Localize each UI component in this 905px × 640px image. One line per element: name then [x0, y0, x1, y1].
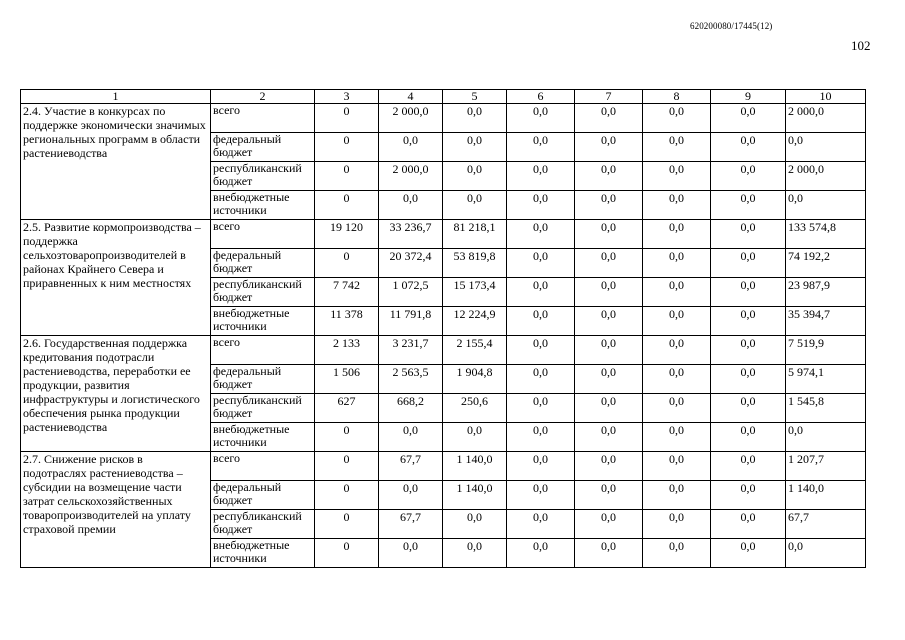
value-cell: 67,7 — [379, 452, 443, 481]
page-number: 102 — [851, 38, 871, 53]
value-cell: 0,0 — [711, 394, 786, 423]
value-cell: 0,0 — [575, 307, 643, 336]
value-cell: 0,0 — [507, 191, 575, 220]
value-cell: 0,0 — [507, 278, 575, 307]
value-cell: 11 791,8 — [379, 307, 443, 336]
value-cell: 1 140,0 — [786, 481, 866, 510]
value-cell: 0,0 — [786, 539, 866, 568]
value-cell: 0,0 — [643, 336, 711, 365]
funding-source: федеральный бюджет — [211, 365, 315, 394]
value-cell: 0 — [315, 191, 379, 220]
value-cell: 0,0 — [507, 162, 575, 191]
value-cell: 0,0 — [379, 539, 443, 568]
value-cell: 0,0 — [507, 423, 575, 452]
value-cell: 53 819,8 — [443, 249, 507, 278]
value-cell: 0,0 — [507, 307, 575, 336]
value-cell: 0,0 — [507, 539, 575, 568]
funding-source: республиканский бюджет — [211, 510, 315, 539]
value-cell: 0,0 — [575, 278, 643, 307]
column-header-6: 6 — [507, 90, 575, 104]
value-cell: 1 072,5 — [379, 278, 443, 307]
value-cell: 33 236,7 — [379, 220, 443, 249]
value-cell: 0,0 — [575, 510, 643, 539]
value-cell: 0,0 — [443, 162, 507, 191]
funding-source: республиканский бюджет — [211, 162, 315, 191]
table-body — [21, 104, 866, 568]
value-cell: 0,0 — [575, 162, 643, 191]
value-cell: 0,0 — [379, 423, 443, 452]
column-header-9: 9 — [711, 90, 786, 104]
value-cell: 1 140,0 — [443, 452, 507, 481]
table-row — [21, 336, 866, 365]
funding-source: внебюджетные источники — [211, 191, 315, 220]
value-cell: 1 506 — [315, 365, 379, 394]
column-header-4: 4 — [379, 90, 443, 104]
value-cell: 67,7 — [786, 510, 866, 539]
value-cell: 0,0 — [711, 278, 786, 307]
value-cell: 2 155,4 — [443, 336, 507, 365]
value-cell: 2 000,0 — [786, 162, 866, 191]
funding-source: республиканский бюджет — [211, 278, 315, 307]
value-cell: 0,0 — [507, 133, 575, 162]
value-cell: 0,0 — [575, 249, 643, 278]
value-cell: 0,0 — [643, 191, 711, 220]
value-cell: 0,0 — [643, 307, 711, 336]
value-cell: 0,0 — [711, 307, 786, 336]
value-cell: 0 — [315, 249, 379, 278]
value-cell: 0,0 — [507, 104, 575, 133]
value-cell: 0,0 — [711, 336, 786, 365]
value-cell: 0,0 — [643, 162, 711, 191]
value-cell: 0,0 — [575, 336, 643, 365]
value-cell: 0,0 — [575, 481, 643, 510]
value-cell: 15 173,4 — [443, 278, 507, 307]
value-cell: 74 192,2 — [786, 249, 866, 278]
column-number-row — [21, 90, 866, 104]
value-cell: 0,0 — [443, 423, 507, 452]
value-cell: 0,0 — [443, 539, 507, 568]
value-cell: 0,0 — [786, 423, 866, 452]
value-cell: 0,0 — [575, 423, 643, 452]
column-header-10: 10 — [786, 90, 866, 104]
value-cell: 0,0 — [507, 452, 575, 481]
table-row — [21, 452, 866, 481]
value-cell: 0,0 — [711, 249, 786, 278]
value-cell: 0 — [315, 510, 379, 539]
value-cell: 250,6 — [443, 394, 507, 423]
value-cell: 19 120 — [315, 220, 379, 249]
program-title: 2.4. Участие в конкурсах по поддержке экономически значимых региональных программ в области растениеводства — [21, 104, 211, 220]
value-cell: 0,0 — [786, 133, 866, 162]
value-cell: 0,0 — [507, 365, 575, 394]
value-cell: 627 — [315, 394, 379, 423]
program-title: 2.7. Снижение рисков в подотраслях растениеводства – субсидии на возмещение части затрат сельскохозяйственных товаропроизводителей на уплату страховой премии — [21, 452, 211, 568]
value-cell: 11 378 — [315, 307, 379, 336]
column-header-3: 3 — [315, 90, 379, 104]
value-cell: 2 000,0 — [379, 104, 443, 133]
value-cell: 81 218,1 — [443, 220, 507, 249]
funding-source: внебюджетные источники — [211, 307, 315, 336]
value-cell: 0,0 — [507, 481, 575, 510]
value-cell: 0,0 — [643, 220, 711, 249]
value-cell: 1 545,8 — [786, 394, 866, 423]
value-cell: 0,0 — [507, 510, 575, 539]
value-cell: 0,0 — [643, 365, 711, 394]
value-cell: 0 — [315, 452, 379, 481]
value-cell: 20 372,4 — [379, 249, 443, 278]
value-cell: 2 000,0 — [786, 104, 866, 133]
value-cell: 7 742 — [315, 278, 379, 307]
program-title: 2.5. Развитие кормопроизводства – поддержка сельхозтоваропроизводителей в районах Крайнего Севера и приравненных к ним местностях — [21, 220, 211, 336]
funding-source: всего — [211, 452, 315, 481]
value-cell: 2 000,0 — [379, 162, 443, 191]
value-cell: 0,0 — [711, 423, 786, 452]
value-cell: 0,0 — [443, 191, 507, 220]
value-cell: 0,0 — [443, 510, 507, 539]
value-cell: 0,0 — [575, 191, 643, 220]
value-cell: 0,0 — [643, 452, 711, 481]
value-cell: 0,0 — [711, 452, 786, 481]
value-cell: 0 — [315, 539, 379, 568]
funding-source: федеральный бюджет — [211, 249, 315, 278]
value-cell: 5 974,1 — [786, 365, 866, 394]
value-cell: 0,0 — [643, 539, 711, 568]
value-cell: 0,0 — [507, 220, 575, 249]
value-cell: 0,0 — [643, 423, 711, 452]
value-cell: 2 133 — [315, 336, 379, 365]
column-header-5: 5 — [443, 90, 507, 104]
value-cell: 3 231,7 — [379, 336, 443, 365]
table-row — [21, 104, 866, 133]
value-cell: 0,0 — [711, 162, 786, 191]
value-cell: 0,0 — [711, 365, 786, 394]
value-cell: 133 574,8 — [786, 220, 866, 249]
funding-source: внебюджетные источники — [211, 539, 315, 568]
column-header-2: 2 — [211, 90, 315, 104]
value-cell: 0,0 — [575, 220, 643, 249]
value-cell: 668,2 — [379, 394, 443, 423]
value-cell: 0,0 — [379, 191, 443, 220]
value-cell: 0 — [315, 423, 379, 452]
document-id: 620200080/17445(12) — [690, 21, 773, 31]
funding-source: федеральный бюджет — [211, 481, 315, 510]
value-cell: 0 — [315, 481, 379, 510]
budget-table — [20, 89, 866, 568]
funding-source: всего — [211, 336, 315, 365]
column-header-1: 1 — [21, 90, 211, 104]
value-cell: 0,0 — [575, 539, 643, 568]
value-cell: 0 — [315, 162, 379, 191]
value-cell: 0 — [315, 104, 379, 133]
table-header — [21, 90, 866, 104]
value-cell: 0,0 — [443, 104, 507, 133]
value-cell: 0,0 — [786, 191, 866, 220]
value-cell: 0,0 — [643, 278, 711, 307]
value-cell: 0,0 — [711, 220, 786, 249]
value-cell: 0,0 — [575, 394, 643, 423]
value-cell: 67,7 — [379, 510, 443, 539]
value-cell: 0,0 — [643, 249, 711, 278]
value-cell: 0,0 — [711, 539, 786, 568]
value-cell: 0,0 — [379, 133, 443, 162]
funding-source: всего — [211, 220, 315, 249]
value-cell: 0,0 — [575, 365, 643, 394]
value-cell: 0,0 — [379, 481, 443, 510]
column-header-7: 7 — [575, 90, 643, 104]
value-cell: 0,0 — [711, 191, 786, 220]
value-cell: 1 140,0 — [443, 481, 507, 510]
value-cell: 0,0 — [643, 481, 711, 510]
funding-source: республиканский бюджет — [211, 394, 315, 423]
value-cell: 0,0 — [643, 133, 711, 162]
value-cell: 0,0 — [507, 249, 575, 278]
value-cell: 0,0 — [507, 336, 575, 365]
value-cell: 0,0 — [711, 481, 786, 510]
value-cell: 35 394,7 — [786, 307, 866, 336]
value-cell: 0,0 — [575, 452, 643, 481]
funding-source: внебюджетные источники — [211, 423, 315, 452]
value-cell: 1 207,7 — [786, 452, 866, 481]
value-cell: 7 519,9 — [786, 336, 866, 365]
value-cell: 0,0 — [575, 104, 643, 133]
value-cell: 0,0 — [507, 394, 575, 423]
value-cell: 23 987,9 — [786, 278, 866, 307]
value-cell: 0,0 — [711, 510, 786, 539]
value-cell: 0,0 — [575, 133, 643, 162]
funding-source: федеральный бюджет — [211, 133, 315, 162]
value-cell: 0,0 — [643, 104, 711, 133]
value-cell: 0,0 — [711, 133, 786, 162]
value-cell: 0 — [315, 133, 379, 162]
value-cell: 0,0 — [643, 510, 711, 539]
table-row — [21, 220, 866, 249]
value-cell: 0,0 — [643, 394, 711, 423]
value-cell: 0,0 — [711, 104, 786, 133]
value-cell: 12 224,9 — [443, 307, 507, 336]
value-cell: 0,0 — [443, 133, 507, 162]
column-header-8: 8 — [643, 90, 711, 104]
program-title: 2.6. Государственная поддержка кредитования подотрасли растениеводства, переработки ее продукции, развития инфраструктуры и логистического обеспечения рынка продукции растениеводства — [21, 336, 211, 452]
funding-source: всего — [211, 104, 315, 133]
value-cell: 1 904,8 — [443, 365, 507, 394]
value-cell: 2 563,5 — [379, 365, 443, 394]
